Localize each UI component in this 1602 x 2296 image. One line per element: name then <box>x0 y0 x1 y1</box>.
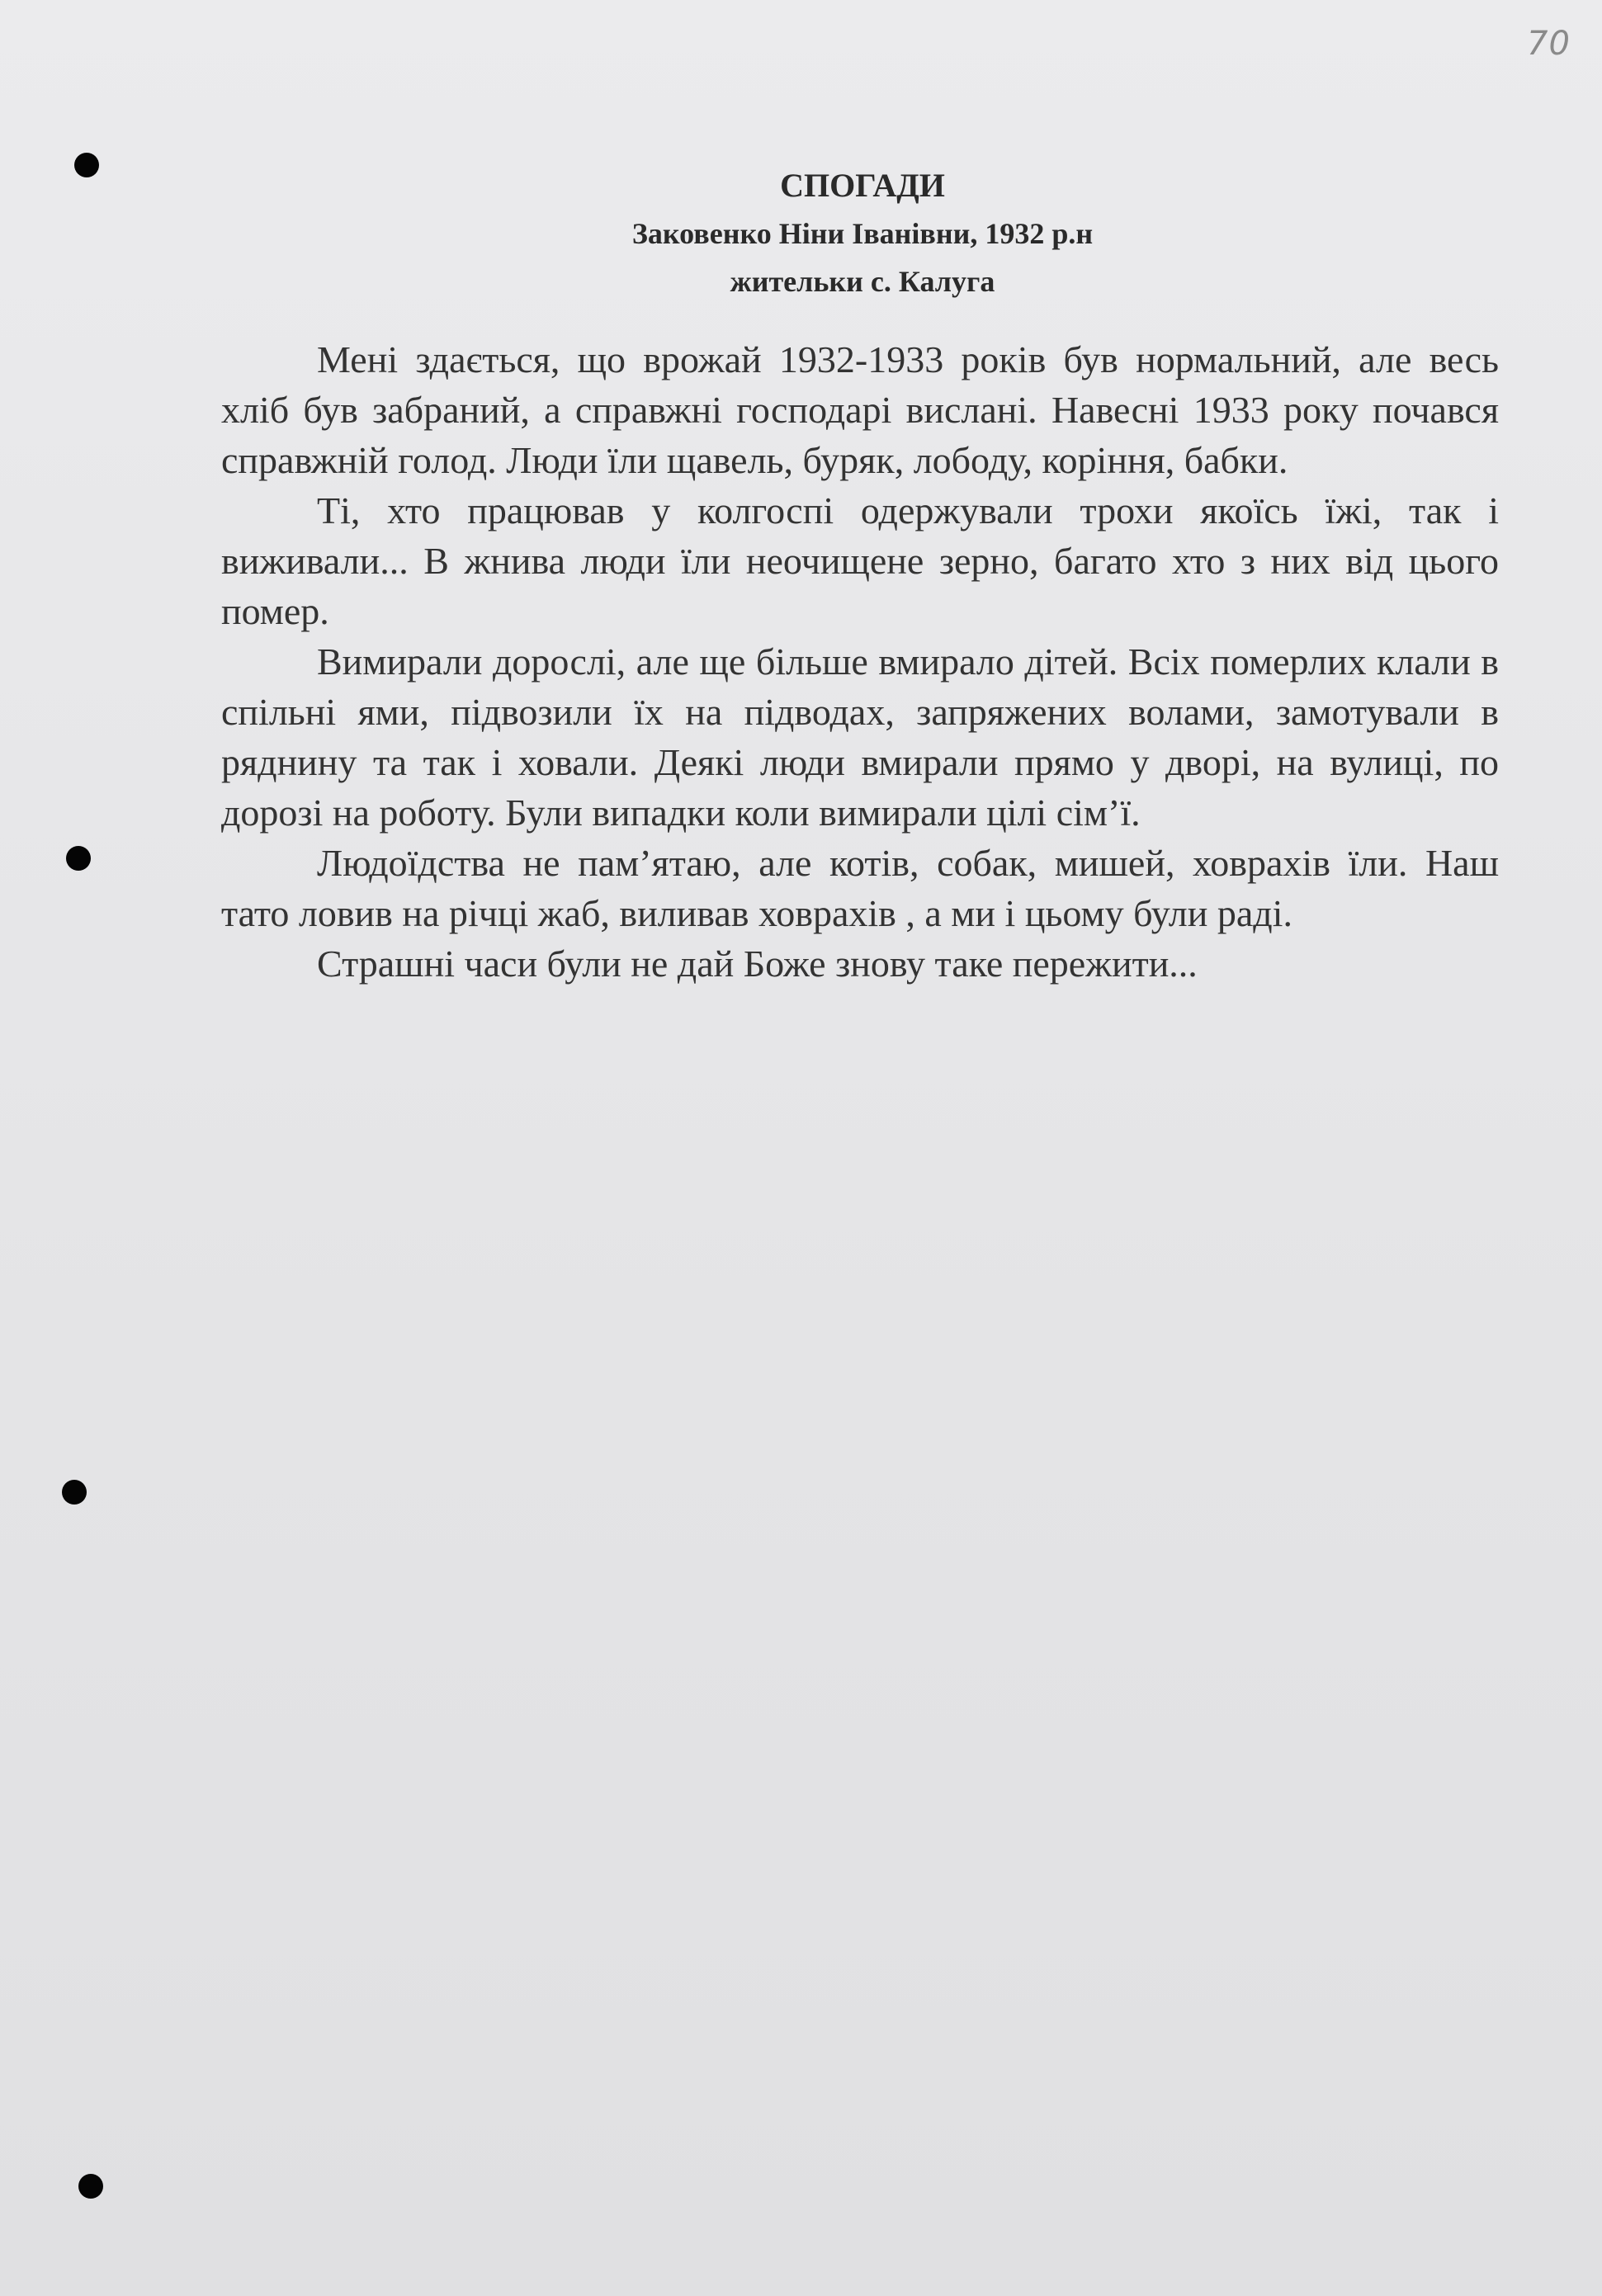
paragraph: Вимирали дорослі, але ще більше вмирало дітей. Всіх померлих клали в спільні ями, підвозили їх на підводах, запряжених волами, замотували в ряднину та так і ховали. Деякі люди вмирали прямо у дворі, на вулиці, по дорозі на роботу. Були випадки коли вимирали цілі сім’ї. <box>221 640 1499 834</box>
document-title: СПОГАДИ <box>780 167 945 204</box>
punch-hole <box>66 846 91 871</box>
paragraph: Мені здається, що врожай 1932-1933 років був нормальний, але весь хліб був забраний, а справжні господарі вислані. Навесні 1933 року почався справжній голод. Люди їли щавель, буряк, лободу, коріння, бабки. <box>221 338 1499 481</box>
punch-hole <box>62 1480 87 1505</box>
paragraph: Страшні часи були не дай Боже знову таке пережити... <box>317 942 1198 985</box>
paragraph: Ті, хто працював у колгоспі одержували трохи якоїсь їжі, так і виживали... В жнива люди їли неочищене зерно, багато хто з них від цього помер. <box>221 489 1499 632</box>
page-number: 70 <box>1527 25 1571 63</box>
punch-hole <box>74 153 99 177</box>
paragraph: Людоїдства не пам’ятаю, але котів, собак, мишей, ховрахів їли. Наш тато ловив на річці жаб, виливав ховрахів , а ми і цьому були раді. <box>221 842 1499 934</box>
punch-hole <box>78 2174 103 2199</box>
author-line: Заковенко Ніни Іванівни, 1932 р.н <box>631 217 1094 250</box>
document-body <box>221 334 1499 989</box>
document-header <box>223 162 1502 305</box>
residence-line: жительки с. Калуга <box>730 265 995 298</box>
